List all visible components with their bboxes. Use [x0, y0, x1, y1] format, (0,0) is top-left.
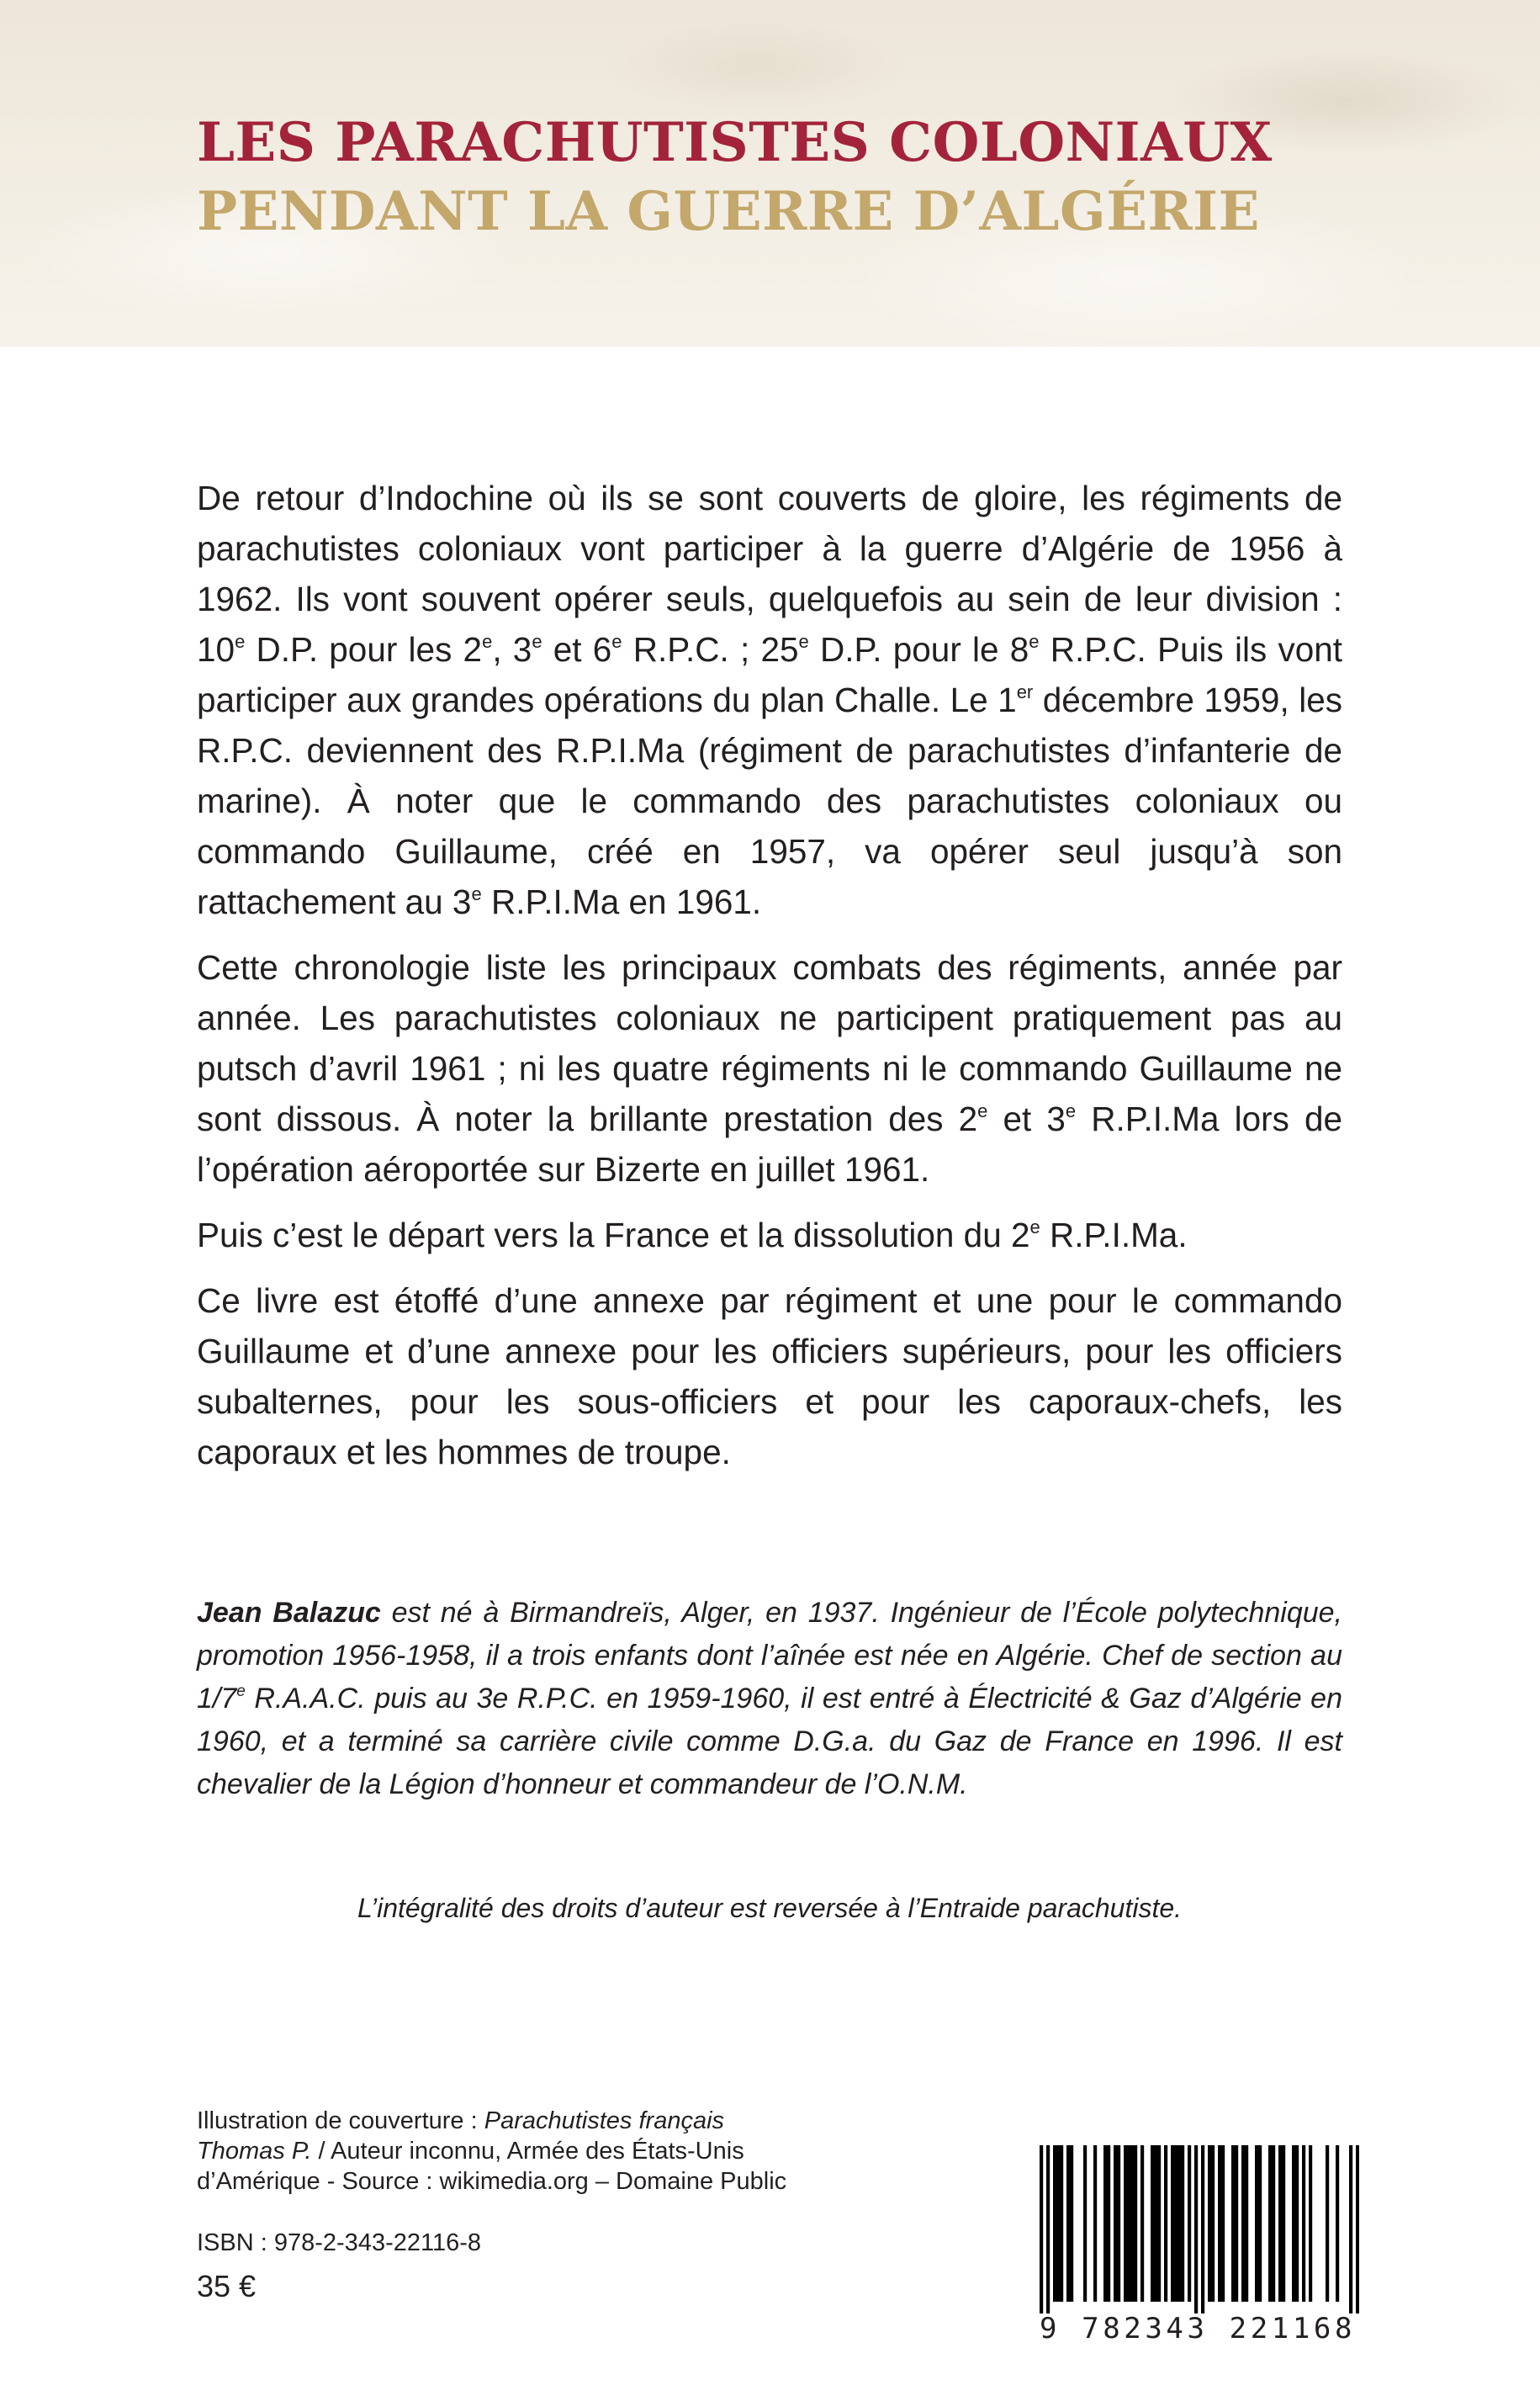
barcode-bar [1103, 2145, 1107, 2302]
barcode-bar [1140, 2145, 1144, 2302]
barcode-bar [1053, 2145, 1056, 2302]
title-line-1: LES PARACHUTISTES COLONIAUX [197, 111, 1273, 174]
barcode-bar [1060, 2145, 1063, 2302]
synopsis-paragraph-3: Puis c’est le départ vers la France et la dissolution du 2e R.P.I.Ma. [197, 1216, 1188, 1254]
barcode-bar [1295, 2145, 1299, 2302]
barcode-bar [1171, 2145, 1174, 2302]
barcode-bar [1349, 2145, 1352, 2313]
cover-credits: Illustration de couverture : Parachutistes français Thomas P. / Auteur inconnu, Armée des États-Unis d’Amérique - Source : wikimedia.org – Domaine Public [197, 2107, 787, 2195]
barcode [1040, 2145, 1359, 2318]
author-bio: Jean Balazuc est né à Birmandreïs, Alger, en 1937. Ingénieur de l’École polytechnique, promotion 1956-1958, il a trois enfants dont l’aînée est née en Algérie. Chef de section au 1/7e R.A.A.C. puis au 3e R.P.C. en 1959-1960, il est entré à Électricité & Gaz d’Algérie en 1960, et a terminé sa carrière civile comme D.G.a. du Gaz de France en 1996. Il est chevalier de la Légion d’honneur et commandeur de l’O.N.M. [197, 1597, 1342, 1800]
barcode-bar [1356, 2145, 1359, 2313]
barcode-bar [1309, 2145, 1312, 2302]
barcode-bar [1245, 2145, 1248, 2302]
author-name: Jean Balazuc [197, 1597, 381, 1629]
barcode-bar [1258, 2145, 1262, 2302]
barcode-bar [1056, 2145, 1060, 2302]
barcode-bar [1164, 2145, 1167, 2302]
synopsis-paragraph-1: De retour d’Indochine où ils se sont couverts de gloire, les régiments de parachutistes coloniaux vont participer à la guerre d’Algérie de 1956 à 1962. Ils vont souvent opérer seuls, quelquefois au sein de leur division : 10e D.P. pour les 2e, 3e et 6e R.P.C. ; 25e D.P. pour le 8e R.P.C. Puis ils vont participer aux grandes opérations du plan Challe. Le 1er décembre 1959, les R.P.C. deviennent des R.P.I.Ma (régiment de parachutistes d’infanterie de marine). À noter que le commando des parachutistes coloniaux ou commando Guillaume, créé en 1957, va opérer seul jusqu’à son rattachement au 3e R.P.I.Ma en 1961. [197, 479, 1342, 921]
synopsis-paragraph-4: Ce livre est étoffé d’une annexe par régiment et une pour le commando Guillaume et d’une annexe pour les officiers supérieurs, pour les officiers subalternes, pour les sous-officiers et pour les caporaux-chefs, les caporaux et les hommes de troupe. [197, 1281, 1342, 1471]
barcode-bar [1221, 2145, 1225, 2302]
barcode-bar [1302, 2145, 1305, 2302]
barcode-bar [1117, 2145, 1120, 2302]
barcode-bar [1151, 2145, 1154, 2302]
barcode-bar [1326, 2145, 1329, 2302]
barcode-bar [1292, 2145, 1295, 2302]
barcode-bar [1174, 2145, 1177, 2302]
barcode-bar [1127, 2145, 1130, 2302]
barcode-bar [1107, 2145, 1110, 2302]
barcode-bar [1201, 2145, 1204, 2313]
barcode-bar [1211, 2145, 1215, 2302]
synopsis-paragraph-2: Cette chronologie liste les principaux combats des régiments, année par année. Les parachutistes coloniaux ne participent pratiquement pas au putsch d’avril 1961 ; ni les quatre régiments ni le commando Guillaume ne sont dissous. À noter la brillante prestation des 2e et 3e R.P.I.Ma lors de l’opération aéroportée sur Bizerte en juillet 1961. [197, 948, 1342, 1189]
title-line-2: PENDANT LA GUERRE D’ALGÉRIE [197, 180, 1260, 243]
barcode-bar [1235, 2145, 1238, 2302]
barcode-bar [1070, 2145, 1073, 2302]
barcode-bar [1255, 2145, 1258, 2302]
synopsis [197, 473, 1342, 1492]
barcode-bar [1124, 2145, 1127, 2302]
barcode-bar [1268, 2145, 1272, 2302]
barcode-bar [1177, 2145, 1181, 2302]
barcode-bar [1336, 2145, 1339, 2302]
barcode-bar [1040, 2145, 1043, 2313]
barcode-bar [1083, 2145, 1087, 2302]
barcode-bar [1278, 2145, 1282, 2302]
barcode-bar [1282, 2145, 1285, 2302]
barcode-bar [1134, 2145, 1137, 2302]
barcode-bar [1241, 2145, 1245, 2302]
barcode-bar [1130, 2145, 1134, 2302]
barcode-bar [1188, 2145, 1191, 2302]
barcode-bar [1272, 2145, 1275, 2302]
barcode-bar [1218, 2145, 1221, 2302]
price: 35 € [197, 2269, 257, 2303]
rights-notice: L’intégralité des droits d’auteur est reversée à l’Entraide parachutiste. [357, 1893, 1183, 1923]
barcode-bar [1231, 2145, 1235, 2302]
barcode-bar [1194, 2145, 1198, 2313]
barcode-digits: 9 782343 221168 [1040, 2312, 1357, 2345]
barcode-bar [1093, 2145, 1097, 2302]
isbn: ISBN : 978-2-343-22116-8 [197, 2229, 482, 2256]
barcode-bar [1066, 2145, 1070, 2302]
barcode-bar [1114, 2145, 1117, 2302]
barcode-bar [1157, 2145, 1161, 2302]
barcode-bar [1208, 2145, 1211, 2302]
barcode-bar [1046, 2145, 1050, 2313]
barcode-bar [1154, 2145, 1157, 2302]
barcode-bars [1040, 2145, 1359, 2313]
barcode-bar [1181, 2145, 1184, 2302]
